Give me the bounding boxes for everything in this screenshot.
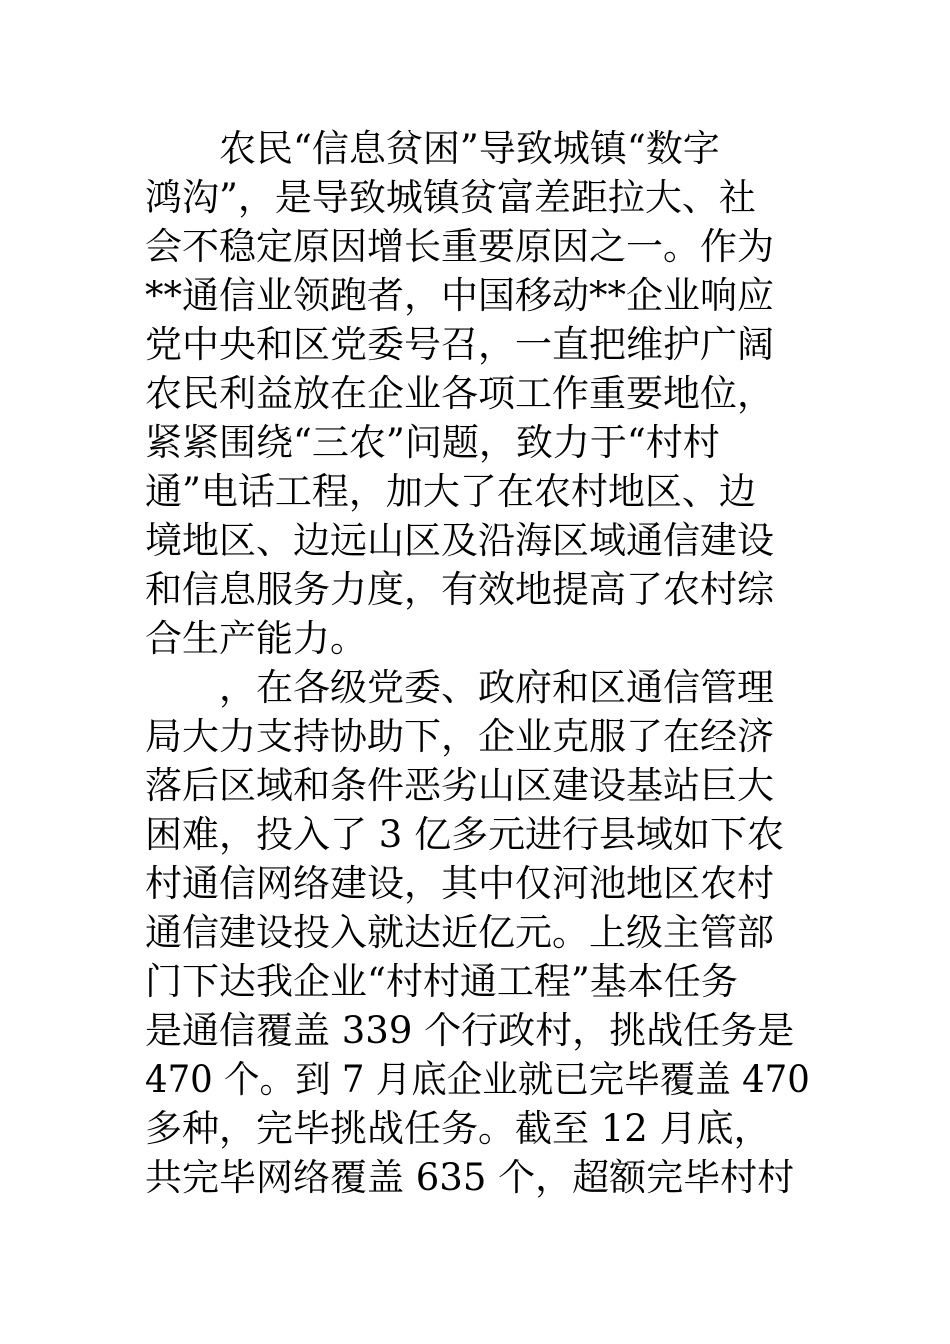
text-line: 鸿沟”，是导致城镇贫富差距拉大、社 bbox=[145, 176, 756, 219]
text-line: 落后区域和条件恶劣山区建设基站巨大 bbox=[145, 764, 774, 807]
text-line: 是通信覆盖 339 个行政村，挑战任务是 bbox=[145, 1009, 795, 1052]
body-text bbox=[145, 124, 810, 1202]
text-line: ，在各级党委、政府和区通信管理 bbox=[145, 666, 774, 709]
text-line: 通”电话工程，加大了在农村地区、边 bbox=[145, 470, 756, 513]
text-line: 农民利益放在企业各项工作重要地位， bbox=[145, 372, 774, 415]
text-line: 合生产能力。 bbox=[145, 617, 367, 660]
text-line: 困难，投入了 3 亿多元进行县域如下农 bbox=[145, 813, 785, 856]
text-line: 境地区、边远山区及沿海区域通信建设 bbox=[145, 519, 774, 562]
text-line: 多种，完毕挑战任务。截至 12 月底， bbox=[145, 1107, 771, 1150]
text-line: 紧紧围绕“三农”问题，致力于“村村 bbox=[145, 421, 720, 464]
text-line: **通信业领跑者，中国移动**企业响应 bbox=[145, 274, 774, 317]
text-line: 门下达我企业“村村通工程”基本任务 bbox=[145, 960, 738, 1003]
text-line: 共完毕网络覆盖 635 个，超额完毕村村 bbox=[145, 1156, 795, 1199]
text-line: 470 个。到 7 月底企业就已完毕覆盖 470 bbox=[145, 1058, 810, 1101]
text-line: 党中央和区党委号召，一直把维护广阔 bbox=[145, 323, 774, 366]
text-line: 农民“信息贫困”导致城镇“数字 bbox=[145, 127, 720, 170]
text-line: 会不稳定原因增长重要原因之一。作为 bbox=[145, 225, 774, 268]
text-line: 和信息服务力度，有效地提高了农村综 bbox=[145, 568, 774, 611]
text-line: 村通信网络建设，其中仅河池地区农村 bbox=[145, 862, 774, 905]
text-line: 局大力支持协助下，企业克服了在经济 bbox=[145, 715, 774, 758]
text-line: 通信建设投入就达近亿元。上级主管部 bbox=[145, 911, 774, 954]
